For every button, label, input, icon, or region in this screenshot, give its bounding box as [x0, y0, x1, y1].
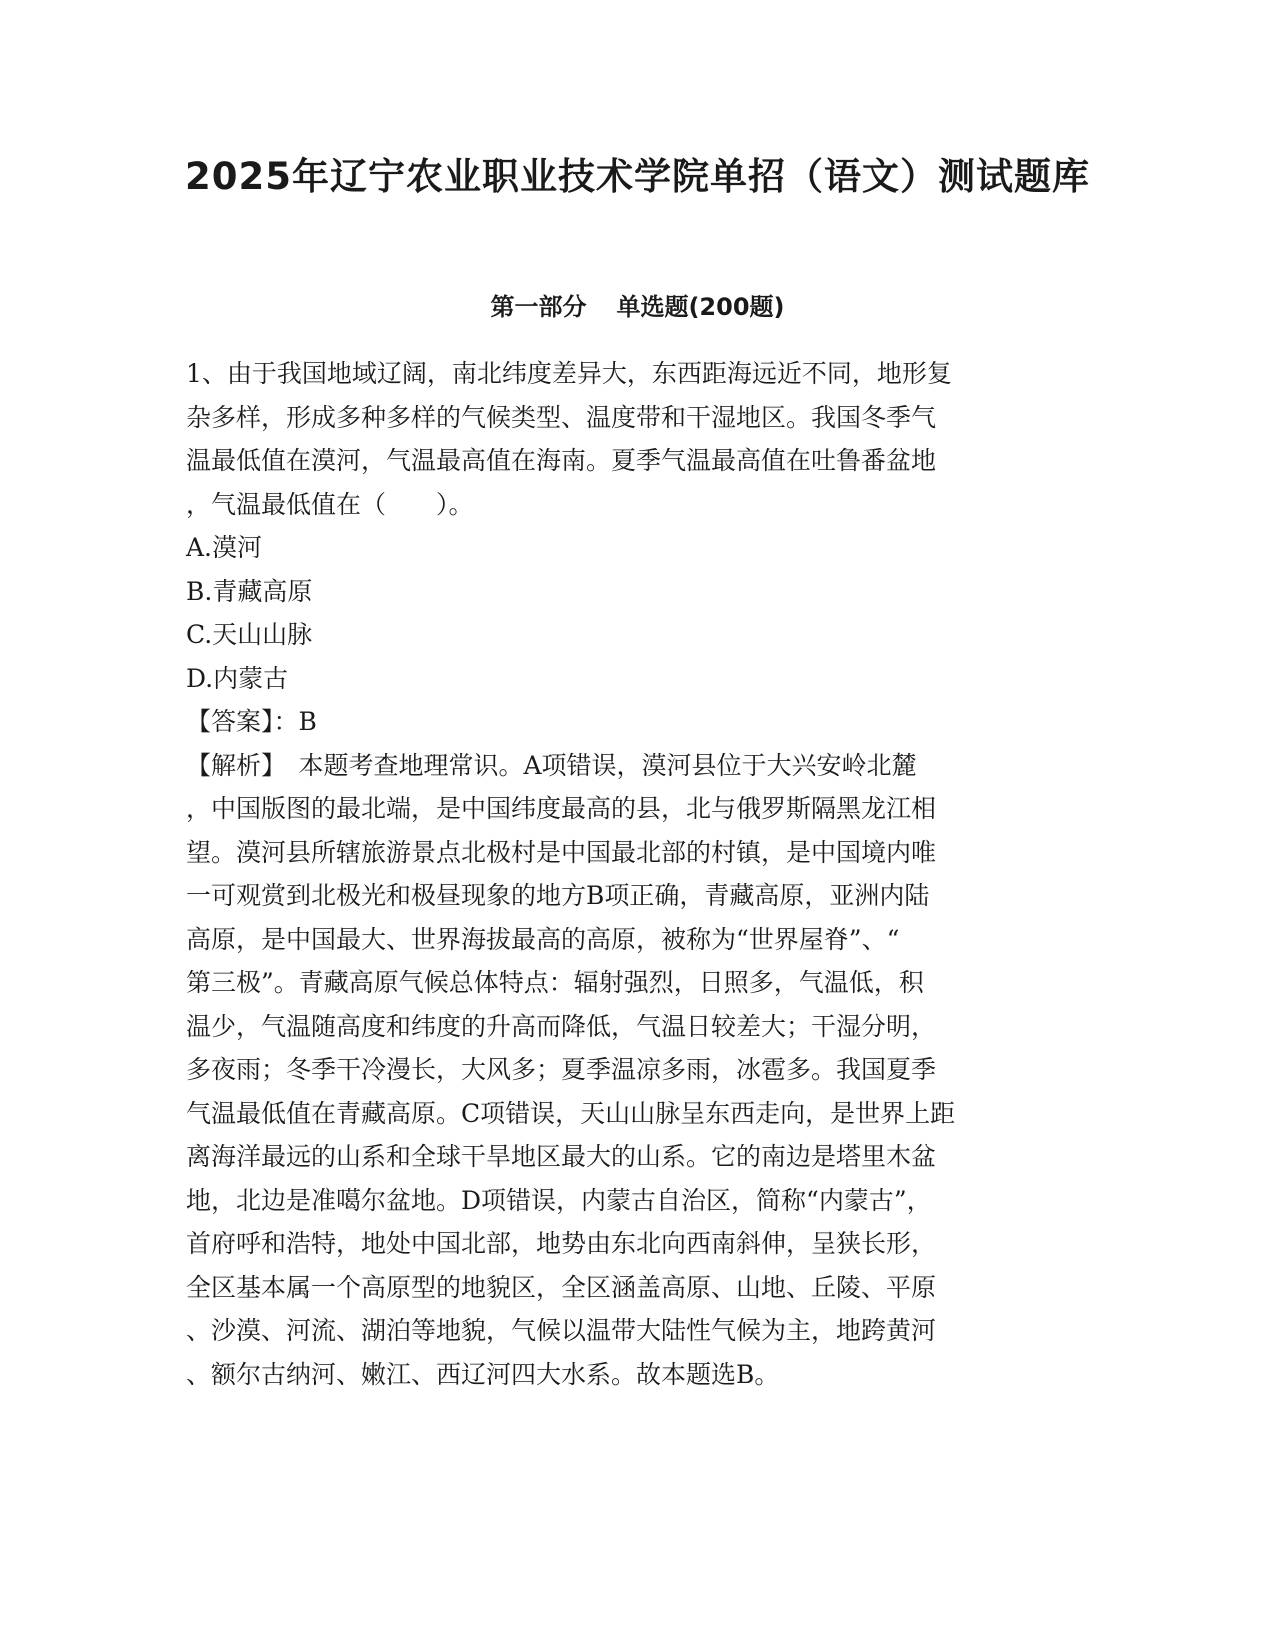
- analysis-line: 、沙漠、河流、湖泊等地貌，气候以温带大陆性气候为主，地跨黄河: [186, 1316, 937, 1345]
- answer-line: 【答案】：B: [186, 707, 317, 736]
- analysis-line: 高原，是中国最大、世界海拔最高的高原，被称为“世界屋脊”、“: [186, 924, 900, 954]
- option-a: A.漠河: [186, 533, 263, 562]
- question-stem-line: ，气温最低值在（ ）。: [186, 489, 474, 519]
- analysis-line: 全区基本属一个高原型的地貌区，全区涵盖高原、山地、丘陵、平原: [186, 1272, 937, 1302]
- analysis-line: 一可观赏到北极光和极昼现象的地方B项正确，青藏高原，亚洲内陆: [186, 881, 930, 910]
- option-b: B.青藏高原: [186, 576, 313, 606]
- question-stem-line: 杂多样，形成多种多样的气候类型、温度带和干湿地区。我国冬季气: [186, 402, 937, 432]
- analysis-line: 气温最低值在青藏高原。C项错误，天山山脉呈东西走向，是世界上距: [186, 1098, 956, 1128]
- analysis-line: 首府呼和浩特，地处中国北部，地势由东北向西南斜伸，呈狭长形，: [186, 1229, 937, 1258]
- analysis-line: 多夜雨；冬季干冷漫长，大风多；夏季温凉多雨，冰雹多。我国夏季: [186, 1055, 937, 1084]
- question-stem-line: 温最低值在漠河，气温最高值在海南。夏季气温最高值在吐鲁番盆地: [186, 446, 937, 475]
- section-name: 单选题(200题): [616, 293, 785, 321]
- section-heading: [0, 287, 1275, 322]
- analysis-line: 离海洋最远的山系和全球干旱地区最大的山系。它的南边是塔里木盆: [186, 1142, 937, 1171]
- question-stem-line: 1、由于我国地域辽阔，南北纬度差异大，东西距海远近不同，地形复: [186, 359, 952, 388]
- analysis-line: 望。漠河县所辖旅游景点北极村是中国最北部的村镇，是中国境内唯: [186, 837, 937, 867]
- analysis-line: 温少，气温随高度和纬度的升高而降低，气温日较差大；干湿分明，: [186, 1011, 937, 1041]
- analysis-line: 地，北边是准噶尔盆地。D项错误，内蒙古自治区，简称“内蒙古”，: [186, 1185, 932, 1215]
- option-d: D.内蒙古: [186, 663, 289, 693]
- analysis-line: 、额尔古纳河、嫩江、西辽河四大水系。故本题选B。: [186, 1359, 780, 1389]
- option-c: C.天山山脉: [186, 620, 313, 649]
- analysis-line: 【解析】 本题考查地理常识。A项错误，漠河县位于大兴安岭北麓: [186, 750, 917, 780]
- section-part: 第一部分: [490, 293, 587, 321]
- analysis-line: 第三极”。青藏高原气候总体特点：辐射强烈，日照多，气温低，积: [186, 968, 924, 997]
- document-title: 2025年辽宁农业职业技术学院单招（语文）测试题库: [185, 155, 1090, 198]
- question-block: [186, 352, 1086, 1396]
- analysis-line: ，中国版图的最北端，是中国纬度最高的县，北与俄罗斯隔黑龙江相: [186, 794, 937, 823]
